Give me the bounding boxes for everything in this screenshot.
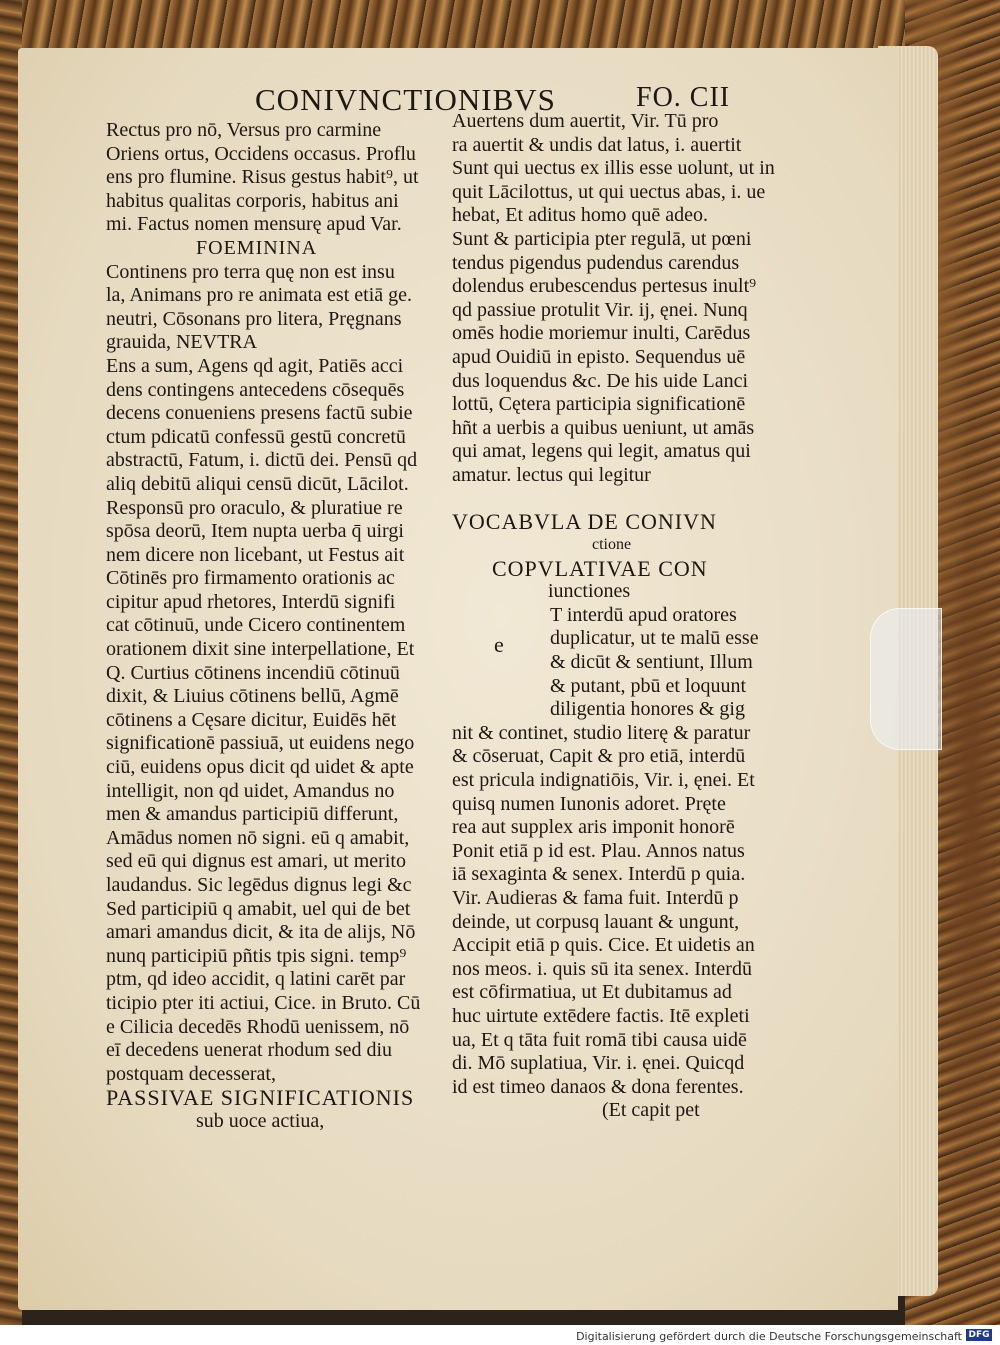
text-line: hñt a uerbis a quibus ueniunt, ut amās bbox=[452, 416, 755, 439]
section-heading: PASSIVAE SIGNIFICATIONIS bbox=[106, 1085, 415, 1111]
text-line: cat cōtinuū, unde Cicero continentem bbox=[106, 614, 406, 637]
cover-top-edge bbox=[0, 0, 1000, 50]
text-line: ticipio pter iti actiui, Cice. in Bruto. Cū bbox=[106, 991, 421, 1014]
dfg-logo: DFG bbox=[966, 1329, 992, 1341]
text-line: ciū, euidens opus dicit qd uidet & apte bbox=[106, 756, 414, 779]
text-line: diligentia honores & gig bbox=[550, 698, 745, 721]
section-heading: FOEMININA bbox=[196, 236, 318, 259]
section-heading: VOCABVLA DE CONIVN bbox=[452, 508, 717, 534]
section-heading: COPVLATIVAE CON bbox=[492, 555, 708, 581]
text-line: Sunt qui uectus ex illis esse uolunt, ut in bbox=[452, 157, 775, 180]
text-line: ptm, qd ideo accidit, q latini carēt par bbox=[106, 968, 406, 991]
left-text-column bbox=[106, 119, 441, 1134]
footer-credit: Digitalisierung gefördert durch die Deutsche Forschungsgemeinschaft bbox=[576, 1330, 962, 1343]
text-line: & dicūt & sentiunt, Illum bbox=[550, 651, 753, 674]
drop-initial: e bbox=[494, 632, 504, 657]
text-line: ctione bbox=[592, 536, 632, 554]
text-line: omēs hodie moriemur inulti, Carēdus bbox=[452, 322, 751, 345]
clip-bookmark bbox=[870, 608, 942, 750]
text-line: sed eū qui dignus est amari, ut merito bbox=[106, 850, 406, 873]
text-line: e Cilicia decedēs Rhodū uenissem, nō bbox=[106, 1015, 410, 1038]
text-line: orationem dixit sine interpellatione, Et bbox=[106, 638, 415, 661]
text-line: apud Ouidiū in episto. Sequendus uē bbox=[452, 345, 746, 368]
text-line: Responsū pro oraculo, & pluratiue re bbox=[106, 496, 403, 519]
text-line: & putant, pbū et loquunt bbox=[550, 674, 747, 697]
text-line: dus loquendus &c. De his uide Lanci bbox=[452, 369, 749, 392]
text-line: quit Lācilottus, ut qui uectus abas, i. ue bbox=[452, 180, 766, 203]
running-head-title: CONIVNCTIONIBVS bbox=[255, 82, 556, 117]
text-line: cipitur apud rhetores, Interdū signifi bbox=[106, 590, 396, 613]
text-line: intelligit, non qd uidet, Amandus no bbox=[106, 779, 395, 802]
text-line: quisq numen Iunonis adoret. Pręte bbox=[452, 792, 726, 815]
text-line: Accipit etiā p quis. Cice. Et uidetis an bbox=[452, 934, 755, 957]
text-line: sub uoce actiua, bbox=[196, 1109, 325, 1132]
text-line: & cōseruat, Capit & pro etiā, interdū bbox=[452, 745, 746, 768]
text-line: nem dicere non licebant, ut Festus ait bbox=[106, 543, 405, 566]
text-line: ctum pdicatū confessū gestū concretū bbox=[106, 425, 406, 448]
text-line: cōtinens a Cęsare dicitur, Euidēs hēt bbox=[106, 708, 397, 731]
text-line: Cōtinēs pro firmamento orationis ac bbox=[106, 567, 395, 590]
text-line: decens conueniens presens factū subie bbox=[106, 402, 413, 425]
text-line: neutri, Cōsonans pro litera, Pręgnans bbox=[106, 307, 402, 330]
text-line: dixit, & Liuius cōtinens bellū, Agmē bbox=[106, 685, 399, 708]
text-line: hebat, Et aditus homo quē adeo. bbox=[452, 204, 709, 227]
text-line: rea aut supplex aris imponit honorē bbox=[452, 816, 735, 839]
text-line: (Et capit pet bbox=[602, 1099, 700, 1122]
text-line: laudandus. Sic legēdus dignus legi &c bbox=[106, 874, 412, 896]
text-line: di. Mō suplatiua, Vir. i. ęnei. Quicqd bbox=[452, 1052, 745, 1075]
text-line: amari amandus dicit, & ita de alijs, Nō bbox=[106, 921, 416, 944]
text-line: habitus qualitas corporis, habitus ani bbox=[106, 189, 399, 212]
text-line: eī decedens uenerat rhodum sed diu bbox=[106, 1039, 393, 1062]
text-line: significationē passiuā, ut euidens nego bbox=[106, 732, 415, 755]
text-line: nit & continet, studio literę & paratur bbox=[452, 721, 751, 744]
text-line: id est timeo danaos & dona ferentes. bbox=[452, 1075, 744, 1098]
text-line: huc uirtute extēdere factis. Itē expleti bbox=[452, 1004, 750, 1027]
text-line: aliq debitū aliqui censū dicūt, Lācilot. bbox=[106, 472, 409, 495]
text-line: Amādus nomen nō signi. eū q amabit, bbox=[106, 826, 410, 849]
text-line: Ponit etiā p id est. Plau. Annos natus bbox=[452, 839, 745, 862]
text-line: tendus pigendus pudendus carendus bbox=[452, 251, 740, 274]
text-line: ens pro flumine. Risus gestus habit⁹, ut bbox=[106, 166, 419, 189]
text-line: abstractū, Fatum, i. dictū dei. Pensū qd bbox=[106, 449, 418, 472]
text-line: Sunt & participia pter regulā, ut pœni bbox=[452, 227, 752, 250]
text-line: Auertens dum auertit, Vir. Tū pro bbox=[452, 110, 719, 132]
text-line: Ens a sum, Agens qd agit, Patiēs acci bbox=[106, 354, 404, 377]
text-line: nunq participiū pñtis tpis signi. temp⁹ bbox=[106, 944, 407, 967]
text-line: Continens pro terra quę non est insu bbox=[106, 260, 395, 283]
text-line: est pricula indignatiōis, Vir. i, ęnei. Et bbox=[452, 769, 755, 792]
text-line: Vir. Audieras & fama fuit. Interdū p bbox=[452, 887, 739, 909]
text-line: duplicatur, ut te malū esse bbox=[550, 627, 759, 650]
text-line: spōsa deorū, Item nupta uerba q̄ uirgi bbox=[106, 520, 404, 543]
text-line: Sed participiū q amabit, uel qui de bet bbox=[106, 897, 411, 920]
folio-number: FO. CII bbox=[636, 82, 731, 113]
text-line: iunctiones bbox=[548, 580, 631, 603]
text-line: ra auertit & undis dat latus, i. auertit bbox=[452, 133, 742, 156]
right-text-column bbox=[452, 110, 782, 1123]
text-line: Oriens ortus, Occidens occasus. Proflu bbox=[106, 142, 416, 165]
text-line: T interdū apud oratores bbox=[550, 603, 737, 626]
text-line: la, Animans pro re animata est etiā ge. bbox=[106, 284, 413, 307]
text-line bbox=[452, 488, 782, 496]
text-line: postquam decesserat, bbox=[106, 1062, 276, 1085]
text-line: Q. Curtius cōtinens incendiū cōtinuū bbox=[106, 661, 400, 684]
text-line: mi. Factus nomen mensurę apud Var. bbox=[106, 213, 402, 236]
text-line: deinde, ut corpusq lauant & ungunt, bbox=[452, 910, 740, 933]
text-line: iā sexaginta & senex. Interdū p quia. bbox=[452, 863, 746, 886]
text-line: ua, Et q tāta fuit romā tibi causa uidē bbox=[452, 1028, 747, 1051]
text-line: qd passiue protulit Vir. ij, ęnei. Nunq bbox=[452, 298, 748, 321]
text-line: men & amandus participiū differunt, bbox=[106, 803, 399, 826]
text-line: dens contingens antecedens cōsequēs bbox=[106, 378, 405, 401]
text-line: amatur. lectus qui legitur bbox=[452, 463, 651, 486]
text-line: qui amat, legens qui legit, amatus qui bbox=[452, 440, 751, 463]
text-line: est cōfirmatiua, ut Et dubitamus ad bbox=[452, 981, 732, 1004]
text-line: dolendus erubescendus pertesus inult⁹ bbox=[452, 275, 757, 298]
text-line: grauida, NEVTRA bbox=[106, 331, 258, 354]
text-line: lottū, Cętera participia significationē bbox=[452, 393, 746, 416]
text-line: nos meos. i. quis sū ita senex. Interdū bbox=[452, 957, 752, 980]
text-line: Rectus pro nō, Versus pro carmine bbox=[106, 119, 382, 141]
